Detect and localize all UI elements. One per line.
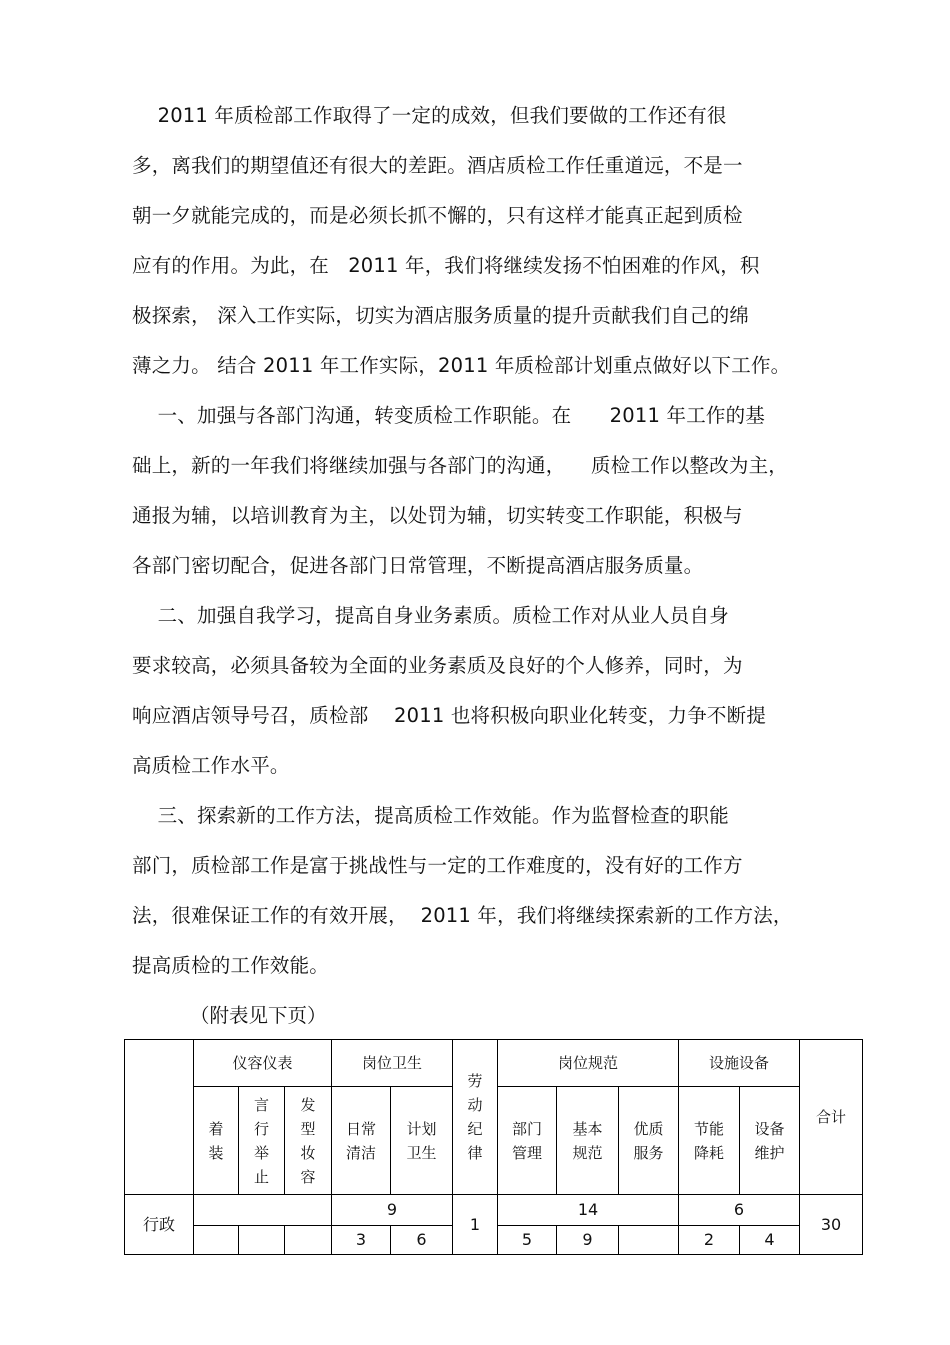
body-line: 各部门密切配合，促进各部门日常管理，不断提高酒店服务质量。	[132, 554, 704, 577]
body-line: 一、加强与各部门沟通，转变质检工作职能。在 2011 年工作的基	[132, 404, 766, 427]
subhead-quality-service: 优质 服务	[619, 1087, 679, 1195]
body-line: 提高质检的工作效能。	[132, 954, 330, 977]
body-line: 2011 年质检部工作取得了一定的成效，但我们要做的工作还有很	[132, 104, 727, 127]
group-appearance: 仪容仪表	[194, 1040, 332, 1087]
cell-energy: 2	[679, 1226, 740, 1255]
body-line: 通报为辅，以培训教育为主，以处罚为辅，切实转变工作职能，积极与	[132, 504, 743, 527]
cell-dress	[194, 1226, 239, 1255]
cell-dept-mgmt: 5	[498, 1226, 557, 1255]
cell-hair	[285, 1226, 332, 1255]
row-label: 行政	[125, 1195, 194, 1255]
subhead-plan-clean: 计划 卫生	[391, 1087, 453, 1195]
cell-maintenance: 4	[740, 1226, 800, 1255]
cell-total: 30	[800, 1195, 863, 1255]
group-facilities: 设施设备	[679, 1040, 800, 1087]
body-line: 二、加强自我学习，提高自身业务素质。质检工作对从业人员自身	[132, 604, 729, 627]
body-line: 朝一夕就能完成的，而是必须长抓不懈的，只有这样才能真正起到质检	[132, 204, 743, 227]
group-total: 合计	[800, 1040, 863, 1195]
row-label-header	[125, 1040, 194, 1195]
cell-basic-norm: 9	[557, 1226, 619, 1255]
body-line: 高质检工作水平。	[132, 754, 290, 777]
cell-daily-clean: 3	[332, 1226, 391, 1255]
cell-plan-clean: 6	[391, 1226, 453, 1255]
group-discipline: 劳 动 纪 律	[453, 1040, 498, 1195]
subhead-daily-clean: 日常 清洁	[332, 1087, 391, 1195]
subhead-energy: 节能 降耗	[679, 1087, 740, 1195]
body-line: 多，离我们的期望值还有很大的差距。酒店质检工作任重道远，不是一	[132, 154, 743, 177]
subhead-basic-norm: 基本 规范	[557, 1087, 619, 1195]
body-line: 极探索， 深入工作实际，切实为酒店服务质量的提升贡献我们自己的绵	[132, 304, 750, 327]
score-table	[124, 1039, 863, 1255]
cell-norms-total: 14	[498, 1195, 679, 1226]
group-norms: 岗位规范	[498, 1040, 679, 1087]
subhead-hair: 发 型 妆 容	[285, 1087, 332, 1195]
cell-quality-service	[619, 1226, 679, 1255]
body-line: 三、探索新的工作方法，提高质检工作效能。作为监督检查的职能	[132, 804, 729, 827]
body-line: 法，很难保证工作的有效开展， 2011 年，我们将继续探索新的工作方法，	[132, 904, 793, 927]
subhead-manner: 言 行 举 止	[239, 1087, 285, 1195]
appendix-note: （附表见下页）	[190, 1004, 327, 1027]
body-line: 薄之力。 结合 2011 年工作实际，2011 年质检部计划重点做好以下工作。	[132, 354, 791, 377]
body-line: 础上，新的一年我们将继续加强与各部门的沟通， 质检工作以整改为主，	[132, 454, 788, 477]
body-line: 部门，质检部工作是富于挑战性与一定的工作难度的，没有好的工作方	[132, 854, 743, 877]
body-line: 应有的作用。为此，在 2011 年，我们将继续发扬不怕困难的作风，积	[132, 254, 760, 277]
subhead-dept-mgmt: 部门 管理	[498, 1087, 557, 1195]
group-hygiene: 岗位卫生	[332, 1040, 453, 1087]
cell-discipline: 1	[453, 1195, 498, 1255]
cell-manner	[239, 1226, 285, 1255]
subhead-dress: 着 装	[194, 1087, 239, 1195]
cell-appearance-total	[194, 1195, 332, 1226]
cell-facilities-total: 6	[679, 1195, 800, 1226]
cell-hygiene-total: 9	[332, 1195, 453, 1226]
body-line: 要求较高，必须具备较为全面的业务素质及良好的个人修养，同时，为	[132, 654, 743, 677]
subhead-maintenance: 设备 维护	[740, 1087, 800, 1195]
body-line: 响应酒店领导号召，质检部 2011 也将积极向职业化转变，力争不断提	[132, 704, 767, 727]
